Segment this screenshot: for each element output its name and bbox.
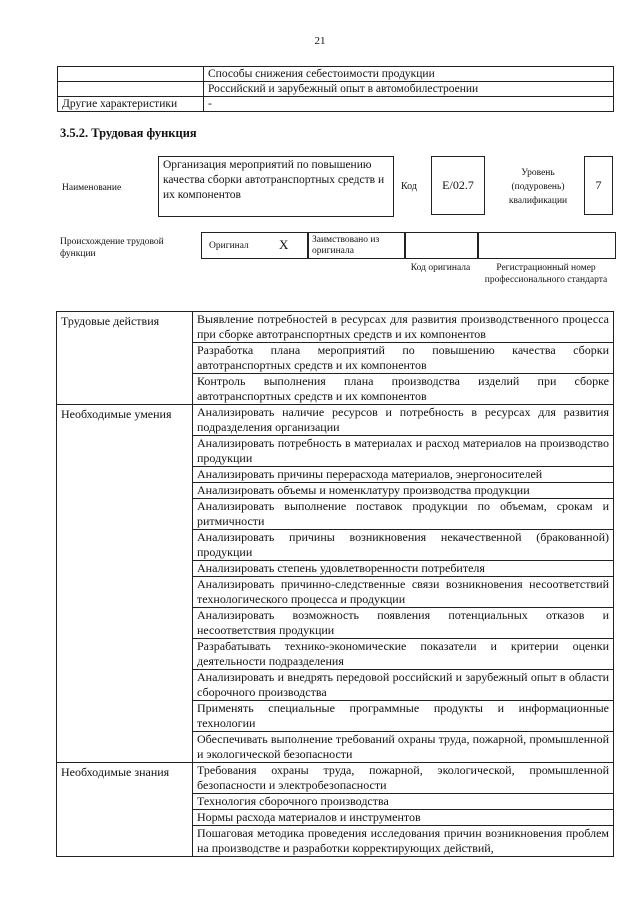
function-name-box: Организация мероприятий по повышению качества сборки автотранспортных средств и их компонентов bbox=[158, 156, 394, 217]
table-row bbox=[58, 82, 614, 97]
original-box bbox=[201, 232, 309, 259]
original-code-box bbox=[404, 232, 479, 259]
item-cell: Разработка плана мероприятий по повышению качества сборки автотранспортных средств и их компонентов bbox=[193, 343, 614, 374]
table-row bbox=[58, 67, 614, 82]
qualification-level-box: 7 bbox=[584, 156, 613, 215]
item-cell: Применять специальные программные продукты и информационные технологии bbox=[193, 701, 614, 732]
label-cell bbox=[58, 82, 204, 97]
item-cell: Нормы расхода материалов и инструментов bbox=[193, 810, 614, 826]
item-cell: Анализировать причины перерасхода материалов, энергоносителей bbox=[193, 467, 614, 483]
qualification-level-label: Уровень (подуровень) квалификации bbox=[508, 168, 568, 206]
item-cell: Требования охраны труда, пожарной, экологической, промышленной безопасности и электробезопасности bbox=[193, 763, 614, 794]
code-value-box: E/02.7 bbox=[431, 156, 485, 215]
name-label: Наименование bbox=[62, 183, 122, 193]
value-cell: Российский и зарубежный опыт в автомобилестроении bbox=[204, 82, 614, 97]
label-cell bbox=[58, 67, 204, 82]
table-row bbox=[57, 312, 614, 343]
item-cell: Анализировать причинно-следственные связи возникновения несоответствий технологического процесса и продукции bbox=[193, 577, 614, 608]
item-cell: Анализировать потребность в материалах и расход материалов на производство продукции bbox=[193, 436, 614, 467]
category-cell: Необходимые знания bbox=[57, 763, 193, 857]
origin-label: Происхождение трудовой функции bbox=[60, 237, 164, 259]
item-cell: Технология сборочного производства bbox=[193, 794, 614, 810]
value-cell: Способы снижения себестоимости продукции bbox=[204, 67, 614, 82]
item-cell: Обеспечивать выполнение требований охраны труда, пожарной, промышленной и экологической безопасности bbox=[193, 732, 614, 763]
original-mark: X bbox=[279, 237, 289, 252]
item-cell: Анализировать выполнение поставок продукции по объемам, срокам и ритмичности bbox=[193, 499, 614, 530]
registration-number-box bbox=[477, 232, 616, 259]
label-cell: Другие характеристики bbox=[58, 97, 204, 112]
original-label: Оригинал bbox=[209, 241, 249, 251]
table-row bbox=[57, 763, 614, 794]
borrowed-label: Заимствовано из оригинала bbox=[312, 235, 380, 256]
code-label: Код bbox=[401, 181, 417, 192]
category-cell: Необходимые умения bbox=[57, 405, 193, 763]
item-cell: Выявление потребностей в ресурсах для развития производственного процесса при сборке автотранспортных средств и их компонентов bbox=[193, 312, 614, 343]
item-cell: Анализировать возможность появления потенциальных отказов и несоответствия продукции bbox=[193, 608, 614, 639]
item-cell: Анализировать объемы и номенклатуру производства продукции bbox=[193, 483, 614, 499]
page-number: 21 bbox=[314, 35, 326, 47]
other-characteristics-table bbox=[57, 66, 614, 112]
table-row bbox=[57, 405, 614, 436]
registration-number-caption: Регистрационный номер профессионального стандарта bbox=[484, 263, 608, 285]
value-cell: - bbox=[204, 97, 614, 112]
item-cell: Анализировать причины возникновения некачественной (бракованной) продукции bbox=[193, 530, 614, 561]
borrowed-box bbox=[307, 232, 406, 259]
item-cell: Пошаговая методика проведения исследования причин возникновения проблем на производстве и разработки корректирующих действий, bbox=[193, 826, 614, 857]
item-cell: Анализировать степень удовлетворенности потребителя bbox=[193, 561, 614, 577]
category-cell: Трудовые действия bbox=[57, 312, 193, 405]
item-cell: Разрабатывать технико-экономические показатели и критерии оценки деятельности подразделения bbox=[193, 639, 614, 670]
labor-function-table bbox=[56, 311, 614, 857]
item-cell: Анализировать и внедрять передовой российский и зарубежный опыт в области сборочного производства bbox=[193, 670, 614, 701]
table-row bbox=[58, 97, 614, 112]
item-cell: Анализировать наличие ресурсов и потребность в ресурсах для развития подразделения организации bbox=[193, 405, 614, 436]
section-title: 3.5.2. Трудовая функция bbox=[60, 126, 197, 140]
original-code-caption: Код оригинала bbox=[410, 263, 471, 273]
item-cell: Контроль выполнения плана производства изделий при сборке автотранспортных средств и их компонентов bbox=[193, 374, 614, 405]
